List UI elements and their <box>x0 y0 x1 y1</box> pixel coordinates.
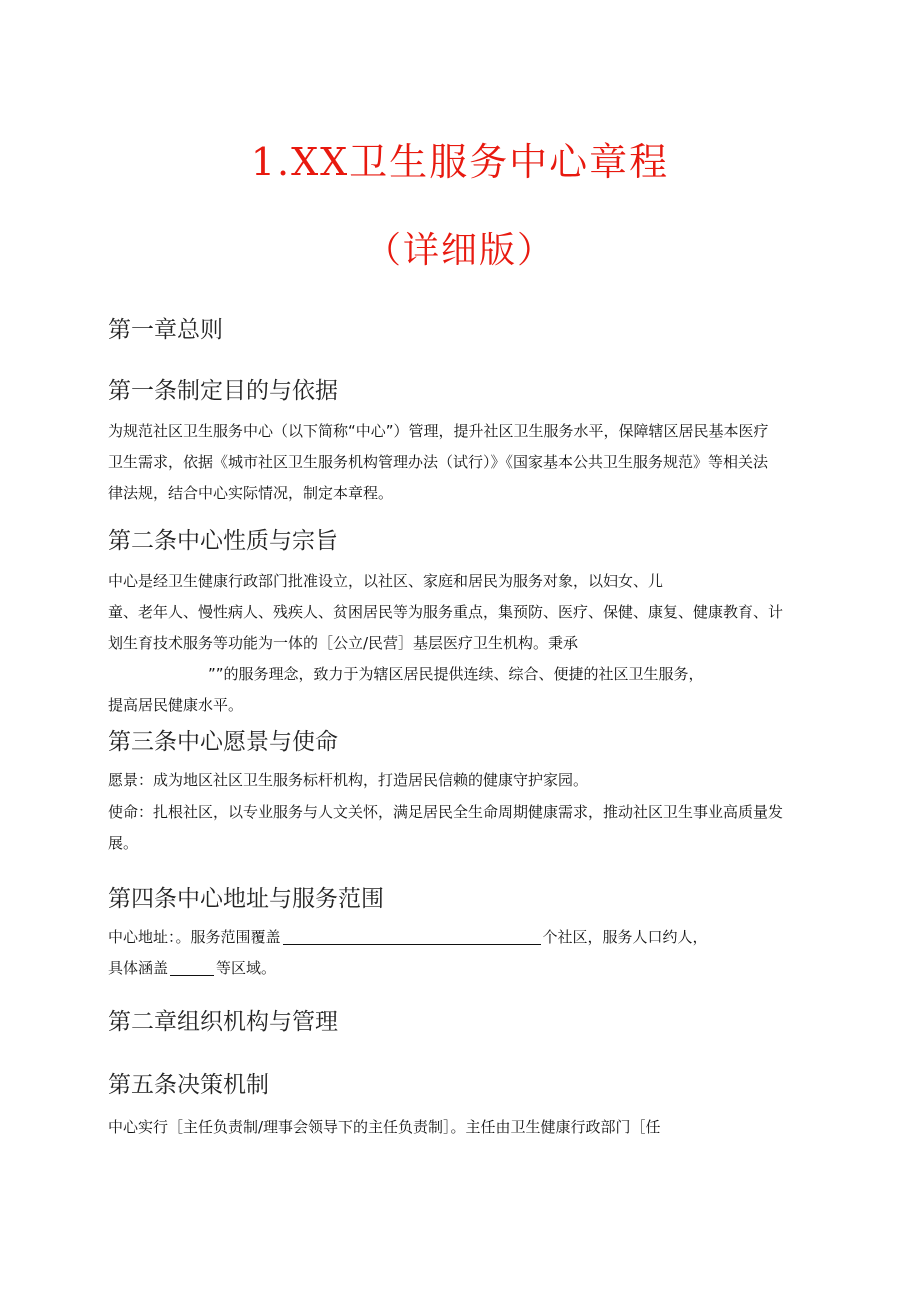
article-5-heading: 第五条决策机制 <box>108 1072 269 1098</box>
coverage-line <box>108 953 808 984</box>
article-3-mission <box>108 797 808 859</box>
chapter-2-heading: 第二章组织机构与管理 <box>108 1009 338 1035</box>
community-count-text: 个社区，服务人口约人， <box>542 928 708 946</box>
fill-blank <box>170 957 214 976</box>
article-1-heading: 第一条制定目的与依据 <box>108 378 338 404</box>
article-4-body <box>108 922 808 984</box>
address-line <box>108 922 808 953</box>
article-1-body <box>108 416 808 509</box>
document-subtitle: （详细版） <box>364 230 555 271</box>
vision-text: 愿景：成为地区社区卫生服务标杆机构，打造居民信赖的健康守护家园。 <box>108 771 589 789</box>
article-5-line: 中心实行［主任负责制/理事会领导下的主任负责制］。主任由卫生健康行政部门［任 <box>108 1118 661 1136</box>
article-1-line: 卫生需求，依据《城市社区卫生服务机构管理办法（试行）》《国家基本公共卫生服务规范》等相关法 <box>108 453 769 471</box>
article-1-line: 律法规，结合中心实际情况，制定本章程。 <box>108 484 394 502</box>
article-1-line: 为规范社区卫生服务中心（以下简称“中心”）管理，提升社区卫生服务水平，保障辖区居民基本医疗 <box>108 422 769 440</box>
article-2-line: 中心是经卫生健康行政部门批准设立，以社区、家庭和居民为服务对象，以妇女、儿 <box>108 572 664 590</box>
article-5-body <box>108 1112 808 1143</box>
article-2-line: 提高居民健康水平。 <box>108 696 244 714</box>
article-2-heading: 第二条中心性质与宗旨 <box>108 528 338 554</box>
document-title: 1.XX卫生服务中心章程 <box>250 140 670 184</box>
article-2-line: ””的服务理念，致力于为辖区居民提供连续、综合、便捷的社区卫生服务， <box>208 665 704 683</box>
article-3-heading: 第三条中心愿景与使命 <box>108 729 338 755</box>
chapter-1-heading: 第一章总则 <box>108 317 223 343</box>
article-2-line: 童、老年人、慢性病人、残疾人、贫困居民等为服务重点，集预防、医疗、保健、康复、健康教育、计 <box>108 603 784 621</box>
article-2-line: 划生育技术服务等功能为一体的［公立/民营］基层医疗卫生机构。秉承 <box>108 634 579 652</box>
fill-blank <box>283 926 541 945</box>
article-4-heading: 第四条中心地址与服务范围 <box>108 886 384 912</box>
address-label: 中心地址：。服务范围覆盖 <box>108 928 281 946</box>
article-3-vision <box>108 765 808 796</box>
article-2-body <box>108 566 808 721</box>
mission-line: 使命：扎根社区，以专业服务与人文关怀，满足居民全生命周期健康需求，推动社区卫生事业高质量发 <box>108 803 784 821</box>
coverage-label: 具体涵盖 <box>108 959 169 977</box>
mission-line: 展。 <box>108 834 139 852</box>
coverage-tail: 等区域。 <box>216 959 277 977</box>
